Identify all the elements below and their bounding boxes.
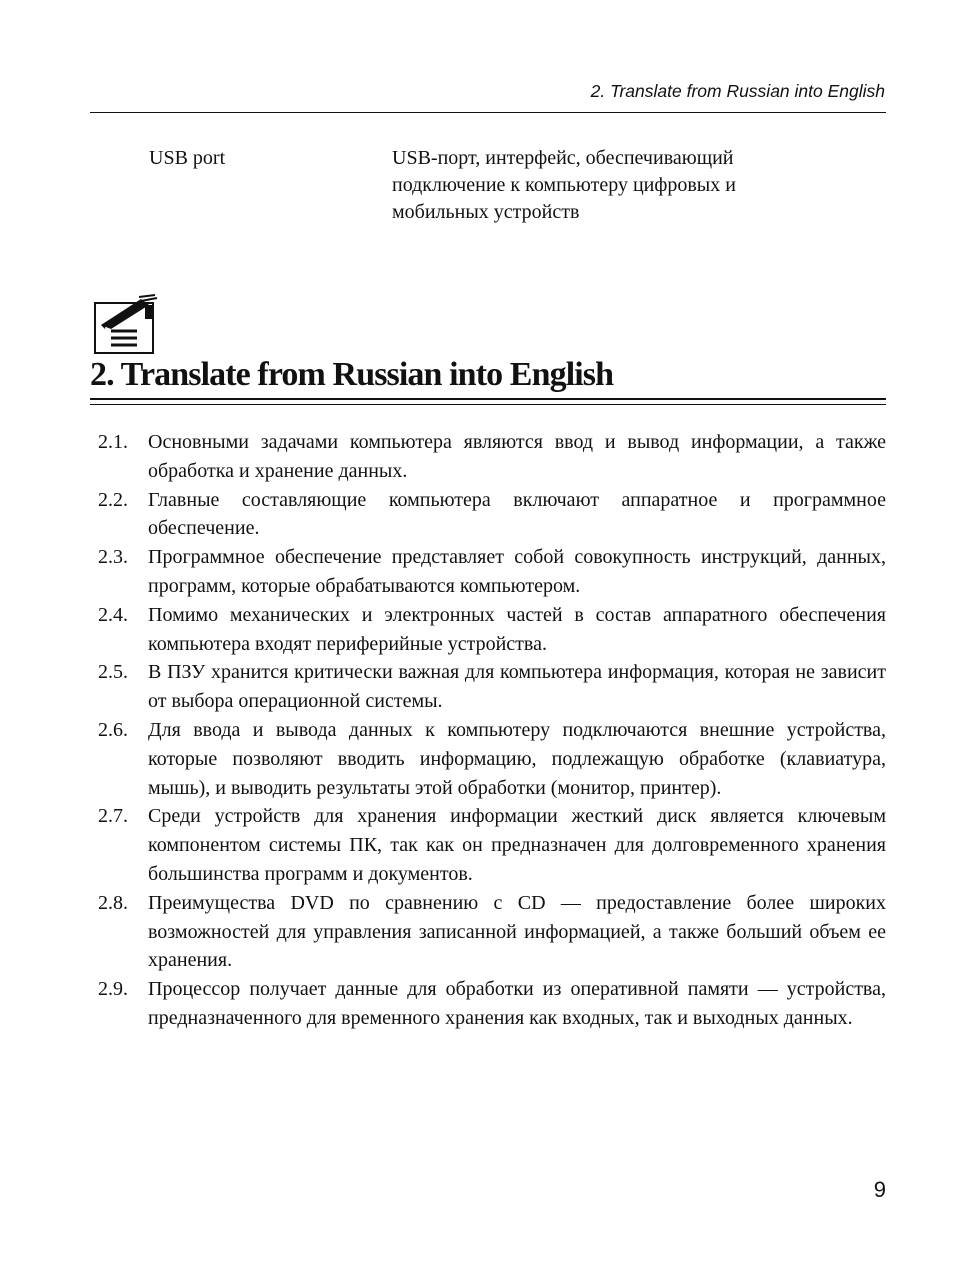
glossary-definition: [392, 145, 812, 226]
exercise-list: [98, 428, 886, 1033]
item-number: 2.9.: [98, 978, 128, 1001]
list-item: [98, 543, 886, 601]
list-item: [98, 601, 886, 659]
list-item: [98, 802, 886, 888]
section-title: 2. Translate from Russian into English: [90, 356, 614, 393]
item-number: 2.4.: [98, 603, 128, 626]
item-text: Преимущества DVD по сравнению с CD — предоставление более широких возможностей для управления записанной информацией, а также больший объем ее хранения.: [148, 891, 886, 972]
item-number: 2.7.: [98, 805, 128, 828]
list-item: [98, 889, 886, 975]
item-text: Для ввода и вывода данных к компьютеру подключаются внешние устройства, которые позволяют вводить информацию, подлежащую обработке (клавиатура, мышь), и выводить результаты этой обработки (монитор, принтер).: [148, 718, 886, 799]
running-head: 2. Translate from Russian into English: [590, 81, 885, 101]
title-rule-thick: [90, 398, 886, 400]
list-item: [98, 975, 886, 1033]
list-item: [98, 428, 886, 486]
item-number: 2.3.: [98, 546, 128, 569]
item-text: Основными задачами компьютера являются ввод и вывод информации, а также обработка и хранение данных.: [148, 431, 886, 482]
item-number: 2.5.: [98, 661, 128, 684]
definition-line: USB-порт, интерфейс, обеспечивающий: [392, 147, 734, 169]
item-text: Помимо механических и электронных частей в состав аппаратного обеспечения компьютера входят периферийные устройства.: [148, 603, 886, 655]
item-text: В ПЗУ хранится критически важная для компьютера информация, которая не зависит от выбора операционной системы.: [148, 661, 886, 713]
item-text: Среди устройств для хранения информации жесткий диск является ключевым компонентом системы ПК, так как он предназначен для долговременного хранения большинства программ и документов.: [148, 805, 886, 885]
pen-and-paper-icon: [93, 293, 159, 355]
definition-line: подключение к компьютеру цифровых и: [392, 174, 736, 196]
list-item: [98, 716, 886, 802]
item-text: Процессор получает данные для обработки из оперативной памяти — устройства, предназначенного для временного хранения как входных, так и выходных данных.: [148, 978, 886, 1029]
header-rule: [90, 112, 886, 113]
list-item: [98, 486, 886, 544]
item-text: Главные составляющие компьютера включают аппаратное и программное обеспечение.: [148, 488, 886, 540]
item-number: 2.2.: [98, 488, 128, 511]
item-number: 2.6.: [98, 718, 128, 741]
definition-line: мобильных устройств: [392, 201, 580, 223]
title-rule-thin: [90, 404, 886, 405]
item-number: 2.8.: [98, 891, 128, 914]
page-number: 9: [873, 1177, 886, 1202]
item-number: 2.1.: [98, 431, 128, 453]
item-text: Программное обеспечение представляет собой совокупность инструкций, данных, программ, которые обрабатываются компьютером.: [148, 546, 886, 597]
glossary-term: USB port: [149, 147, 226, 169]
list-item: [98, 658, 886, 716]
